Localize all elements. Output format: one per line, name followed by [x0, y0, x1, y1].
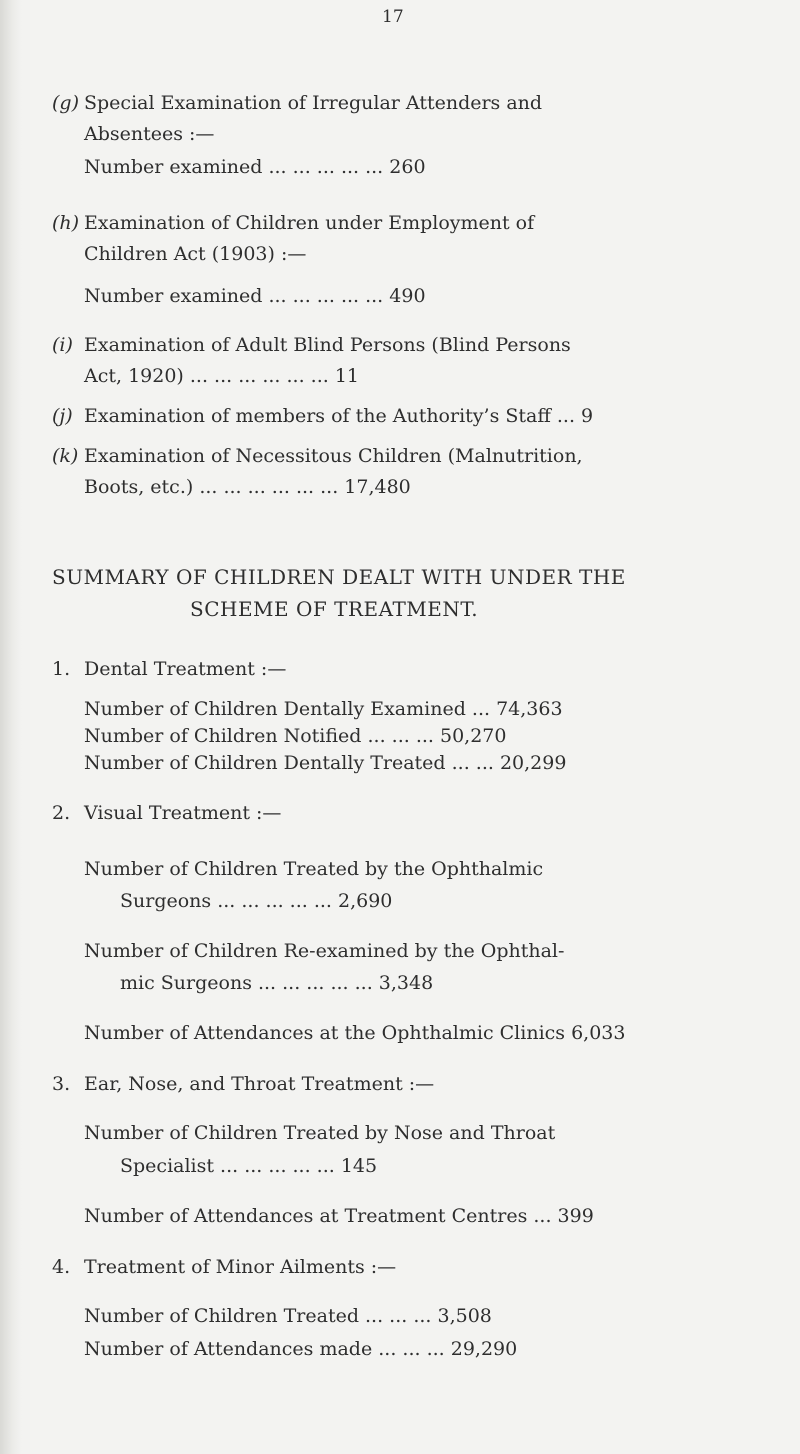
section-i-title-line2: Act, 1920) ... ... ... ... ... ... 11	[84, 365, 360, 387]
summary-2-item-1: Number of Children Treated by the Ophthalmic	[84, 858, 544, 880]
page-edge-shadow	[0, 0, 22, 1454]
section-g-item: Number examined ... ... ... ... ... 260	[84, 156, 426, 178]
section-k-title-line2: Boots, etc.) ... ... ... ... ... ... 17,480	[84, 476, 411, 498]
page-number: 17	[382, 7, 404, 27]
section-k-title-line1: Examination of Necessitous Children (Malnutrition,	[84, 445, 583, 467]
section-label-g: (g)	[52, 92, 79, 114]
section-g-title-line2: Absentees :—	[84, 123, 215, 145]
summary-3-number: 3.	[52, 1073, 71, 1095]
section-g-title-line1: Special Examination of Irregular Attenders and	[84, 92, 543, 114]
section-h-title-line1: Examination of Children under Employment of	[84, 212, 535, 234]
summary-2-title: Visual Treatment :—	[84, 802, 282, 824]
summary-4-number: 4.	[52, 1256, 71, 1278]
summary-1-item-1: Number of Children Dentally Examined ... 74,363	[84, 698, 563, 720]
section-h-item: Number examined ... ... ... ... ... 490	[84, 285, 426, 307]
summary-1-item-2: Number of Children Notified ... ... ... 50,270	[84, 725, 507, 747]
section-label-h: (h)	[52, 212, 80, 234]
summary-3-item-1: Number of Children Treated by Nose and Throat	[84, 1122, 556, 1144]
summary-1-number: 1.	[52, 658, 71, 680]
summary-1-item-3: Number of Children Dentally Treated ... ... 20,299	[84, 752, 567, 774]
summary-heading-line2: SCHEME OF TREATMENT.	[190, 597, 479, 621]
summary-1-title: Dental Treatment :—	[84, 658, 287, 680]
summary-3-item-3: Number of Attendances at Treatment Centres ... 399	[84, 1205, 594, 1227]
summary-4-title: Treatment of Minor Ailments :—	[84, 1256, 397, 1278]
summary-2-item-3: Number of Children Re-examined by the Ophthal-	[84, 940, 565, 962]
section-i-title-line1: Examination of Adult Blind Persons (Blind Persons	[84, 334, 571, 356]
section-h-title-line2: Children Act (1903) :—	[84, 243, 307, 265]
section-label-k: (k)	[52, 445, 79, 467]
section-j-title-line1: Examination of members of the Authority’s Staff ... 9	[84, 405, 594, 427]
summary-2-item-5: Number of Attendances at the Ophthalmic Clinics 6,033	[84, 1022, 626, 1044]
summary-3-title: Ear, Nose, and Throat Treatment :—	[84, 1073, 435, 1095]
summary-4-item-2: Number of Attendances made ... ... ... 29,290	[84, 1338, 518, 1360]
section-label-i: (i)	[52, 334, 73, 356]
summary-4-item-1: Number of Children Treated ... ... ... 3,508	[84, 1305, 492, 1327]
summary-heading-line1: SUMMARY OF CHILDREN DEALT WITH UNDER THE	[52, 565, 626, 589]
summary-2-item-4: mic Surgeons ... ... ... ... ... 3,348	[120, 972, 434, 994]
summary-2-item-2: Surgeons ... ... ... ... ... 2,690	[120, 890, 393, 912]
summary-2-number: 2.	[52, 802, 71, 824]
section-label-j: (j)	[52, 405, 73, 427]
summary-3-item-2: Specialist ... ... ... ... ... 145	[120, 1155, 378, 1177]
